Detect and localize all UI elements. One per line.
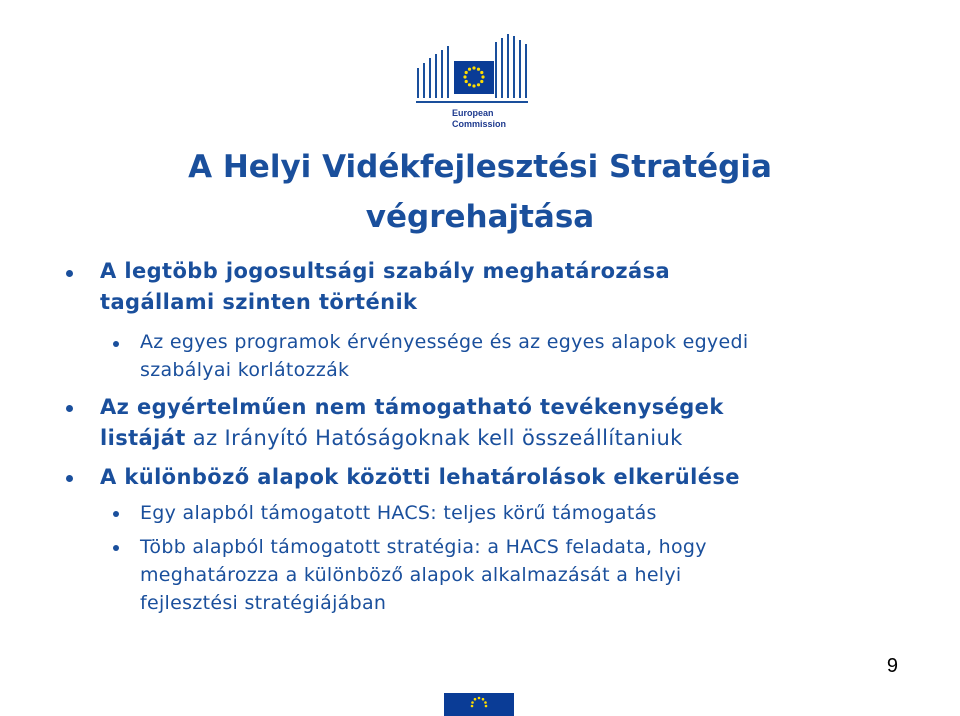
sub-bullet-3-2-line-2: meghatározza a különböző alapok alkalmazását a helyi [140,564,682,586]
bullet-2-rest: az Irányító Hatóságoknak kell összeállítaniuk [185,426,683,450]
sub-bullet-1-line-2: szabályai korlátozzák [140,359,350,381]
sub-bullet-3-2-line-1: Több alapból támogatott stratégia: a HACS feladata, hogy [140,536,707,558]
footer-eu-flag-icon [444,693,514,716]
sub-bullet-1-line-1: Az egyes programok érvényessége és az egyes alapok egyedi [140,331,749,353]
bullet-3-line-1: A különböző alapok közötti lehatárolások elkerülése [100,465,740,489]
logo-line-1: European [452,108,494,118]
title-line-2: végrehajtása [365,199,595,235]
title-line-1: A Helyi Vidékfejlesztési Stratégia [188,149,772,185]
sub-bullet-dot [113,545,119,551]
sub-bullet-dot [113,511,119,517]
sub-bullet-3-1-line-1: Egy alapból támogatott HACS: teljes körű támogatás [140,502,657,524]
bullet-1-line-1: A legtöbb jogosultsági szabály meghatározása [100,259,671,283]
bullet-dot [66,270,73,277]
logo-line-2: Commission [452,119,507,129]
bullet-2-line-2 [100,423,683,454]
bullet-2-line-1: Az egyértelműen nem támogatható tevékenységek [100,395,724,419]
bullet-2-bold-word: listáját [100,426,186,450]
bullet-dot [66,405,73,412]
bullet-1-line-2: tagállami szinten történik [100,290,418,314]
page-number: 9 [886,655,898,677]
bullet-dot [66,475,73,482]
sub-bullet-3-2-line-3: fejlesztési stratégiájában [140,592,387,614]
sub-bullet-dot [113,341,119,347]
